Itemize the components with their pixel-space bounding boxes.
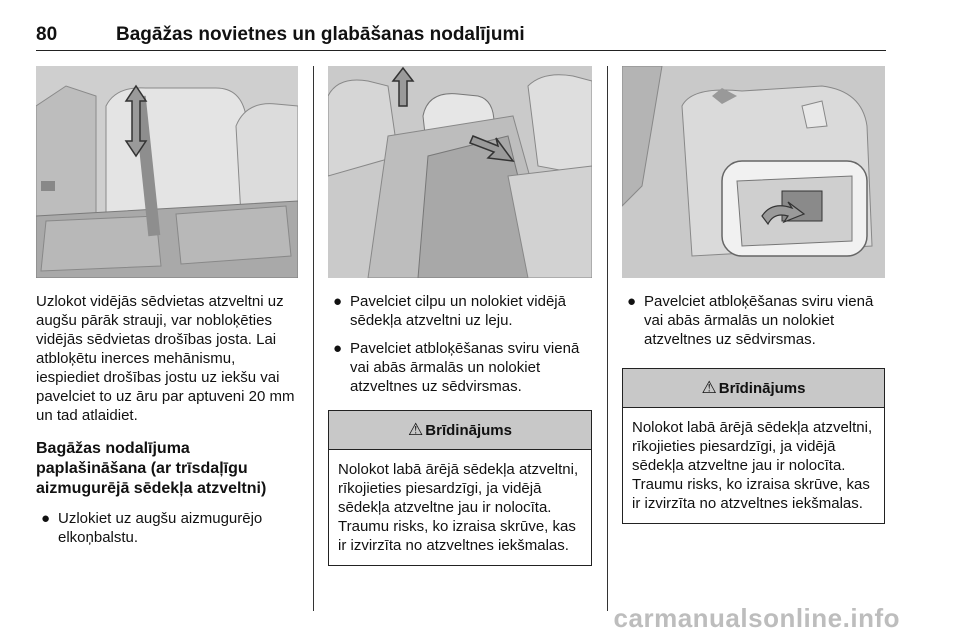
warning-icon: ⚠: [408, 420, 424, 439]
warning-body: Nolokot labā ārējā sēdekļa atzveltni, rīkojieties piesardzīgi, ja vidējā sēdekļa atzveltne jau ir nolocīta. Traumu risks, ko izraisa skrūve, kas ir izvirzīta no atzveltnes iekšmalas.: [632, 419, 873, 512]
release-lever-illustration: [622, 66, 885, 278]
page-title: Bagāžas novietnes un glabāšanas nodalījumi: [116, 24, 525, 45]
page-number: 80: [36, 24, 58, 45]
column-divider: [607, 66, 608, 611]
warning-box: [622, 368, 885, 524]
warning-title: Brīdinājums: [718, 379, 806, 397]
centre-backrest-fold-illustration: [328, 66, 592, 278]
bullet-icon: ●: [333, 340, 343, 357]
column-divider: [313, 66, 314, 611]
list-item-text: Pavelciet atbloķēšanas sviru vienā vai abās ārmalās un nolokiet atzveltnes uz sēdvirsmas.: [644, 293, 874, 348]
bullet-icon: ●: [333, 293, 343, 310]
rear-seat-belt-illustration: [36, 66, 298, 278]
bullet-icon: ●: [41, 510, 51, 527]
column-2-text: [328, 292, 592, 405]
page-header: [36, 22, 886, 51]
warning-body: Nolokot labā ārējā sēdekļa atzveltni, rīkojieties piesardzīgi, ja vidējā sēdekļa atzveltne jau ir nolocīta. Traumu risks, ko izraisa skrūve, kas ir izvirzīta no atzveltnes iekšmalas.: [338, 461, 579, 554]
list-item-text: Pavelciet atbloķēšanas sviru vienā vai abās ārmalās un nolokiet atzveltnes uz sēdvirsmas.: [350, 340, 580, 395]
watermark: carmanualsonline.info: [613, 603, 900, 633]
warning-title: Brīdinājums: [425, 421, 512, 439]
warning-header: [329, 411, 591, 450]
section-heading: Bagāžas nodalījuma paplašināšana (ar trīsdaļīgu aizmugurējā sēdekļa atzveltni): [36, 440, 267, 497]
list-item: [328, 292, 592, 330]
list-item: [36, 509, 298, 547]
warning-box: [328, 410, 592, 566]
seat-belt-paragraph: Uzlokot vidējās sēdvietas atzveltni uz augšu pārāk strauji, var nobloķēties vidējās sēdvietas drošības josta. Lai atbloķētu inerces mehānismu, iespiediet drošības jostu uz iekšu vai pavelciet to uz āru par aptuveni 20 mm un tad atlaidiet.: [36, 293, 295, 424]
bullet-icon: ●: [627, 293, 637, 310]
list-item: [622, 292, 885, 349]
column-1-text: [36, 292, 298, 556]
list-item-text: Pavelciet cilpu un nolokiet vidējā sēdekļa atzveltni uz leju.: [350, 293, 566, 329]
warning-header: [623, 369, 884, 408]
column-3-text: [622, 292, 885, 358]
warning-icon: ⚠: [701, 378, 717, 397]
list-item: [328, 339, 592, 396]
list-item-text: Uzlokiet uz augšu aizmugurējo elkoņbalstu.: [58, 510, 263, 546]
